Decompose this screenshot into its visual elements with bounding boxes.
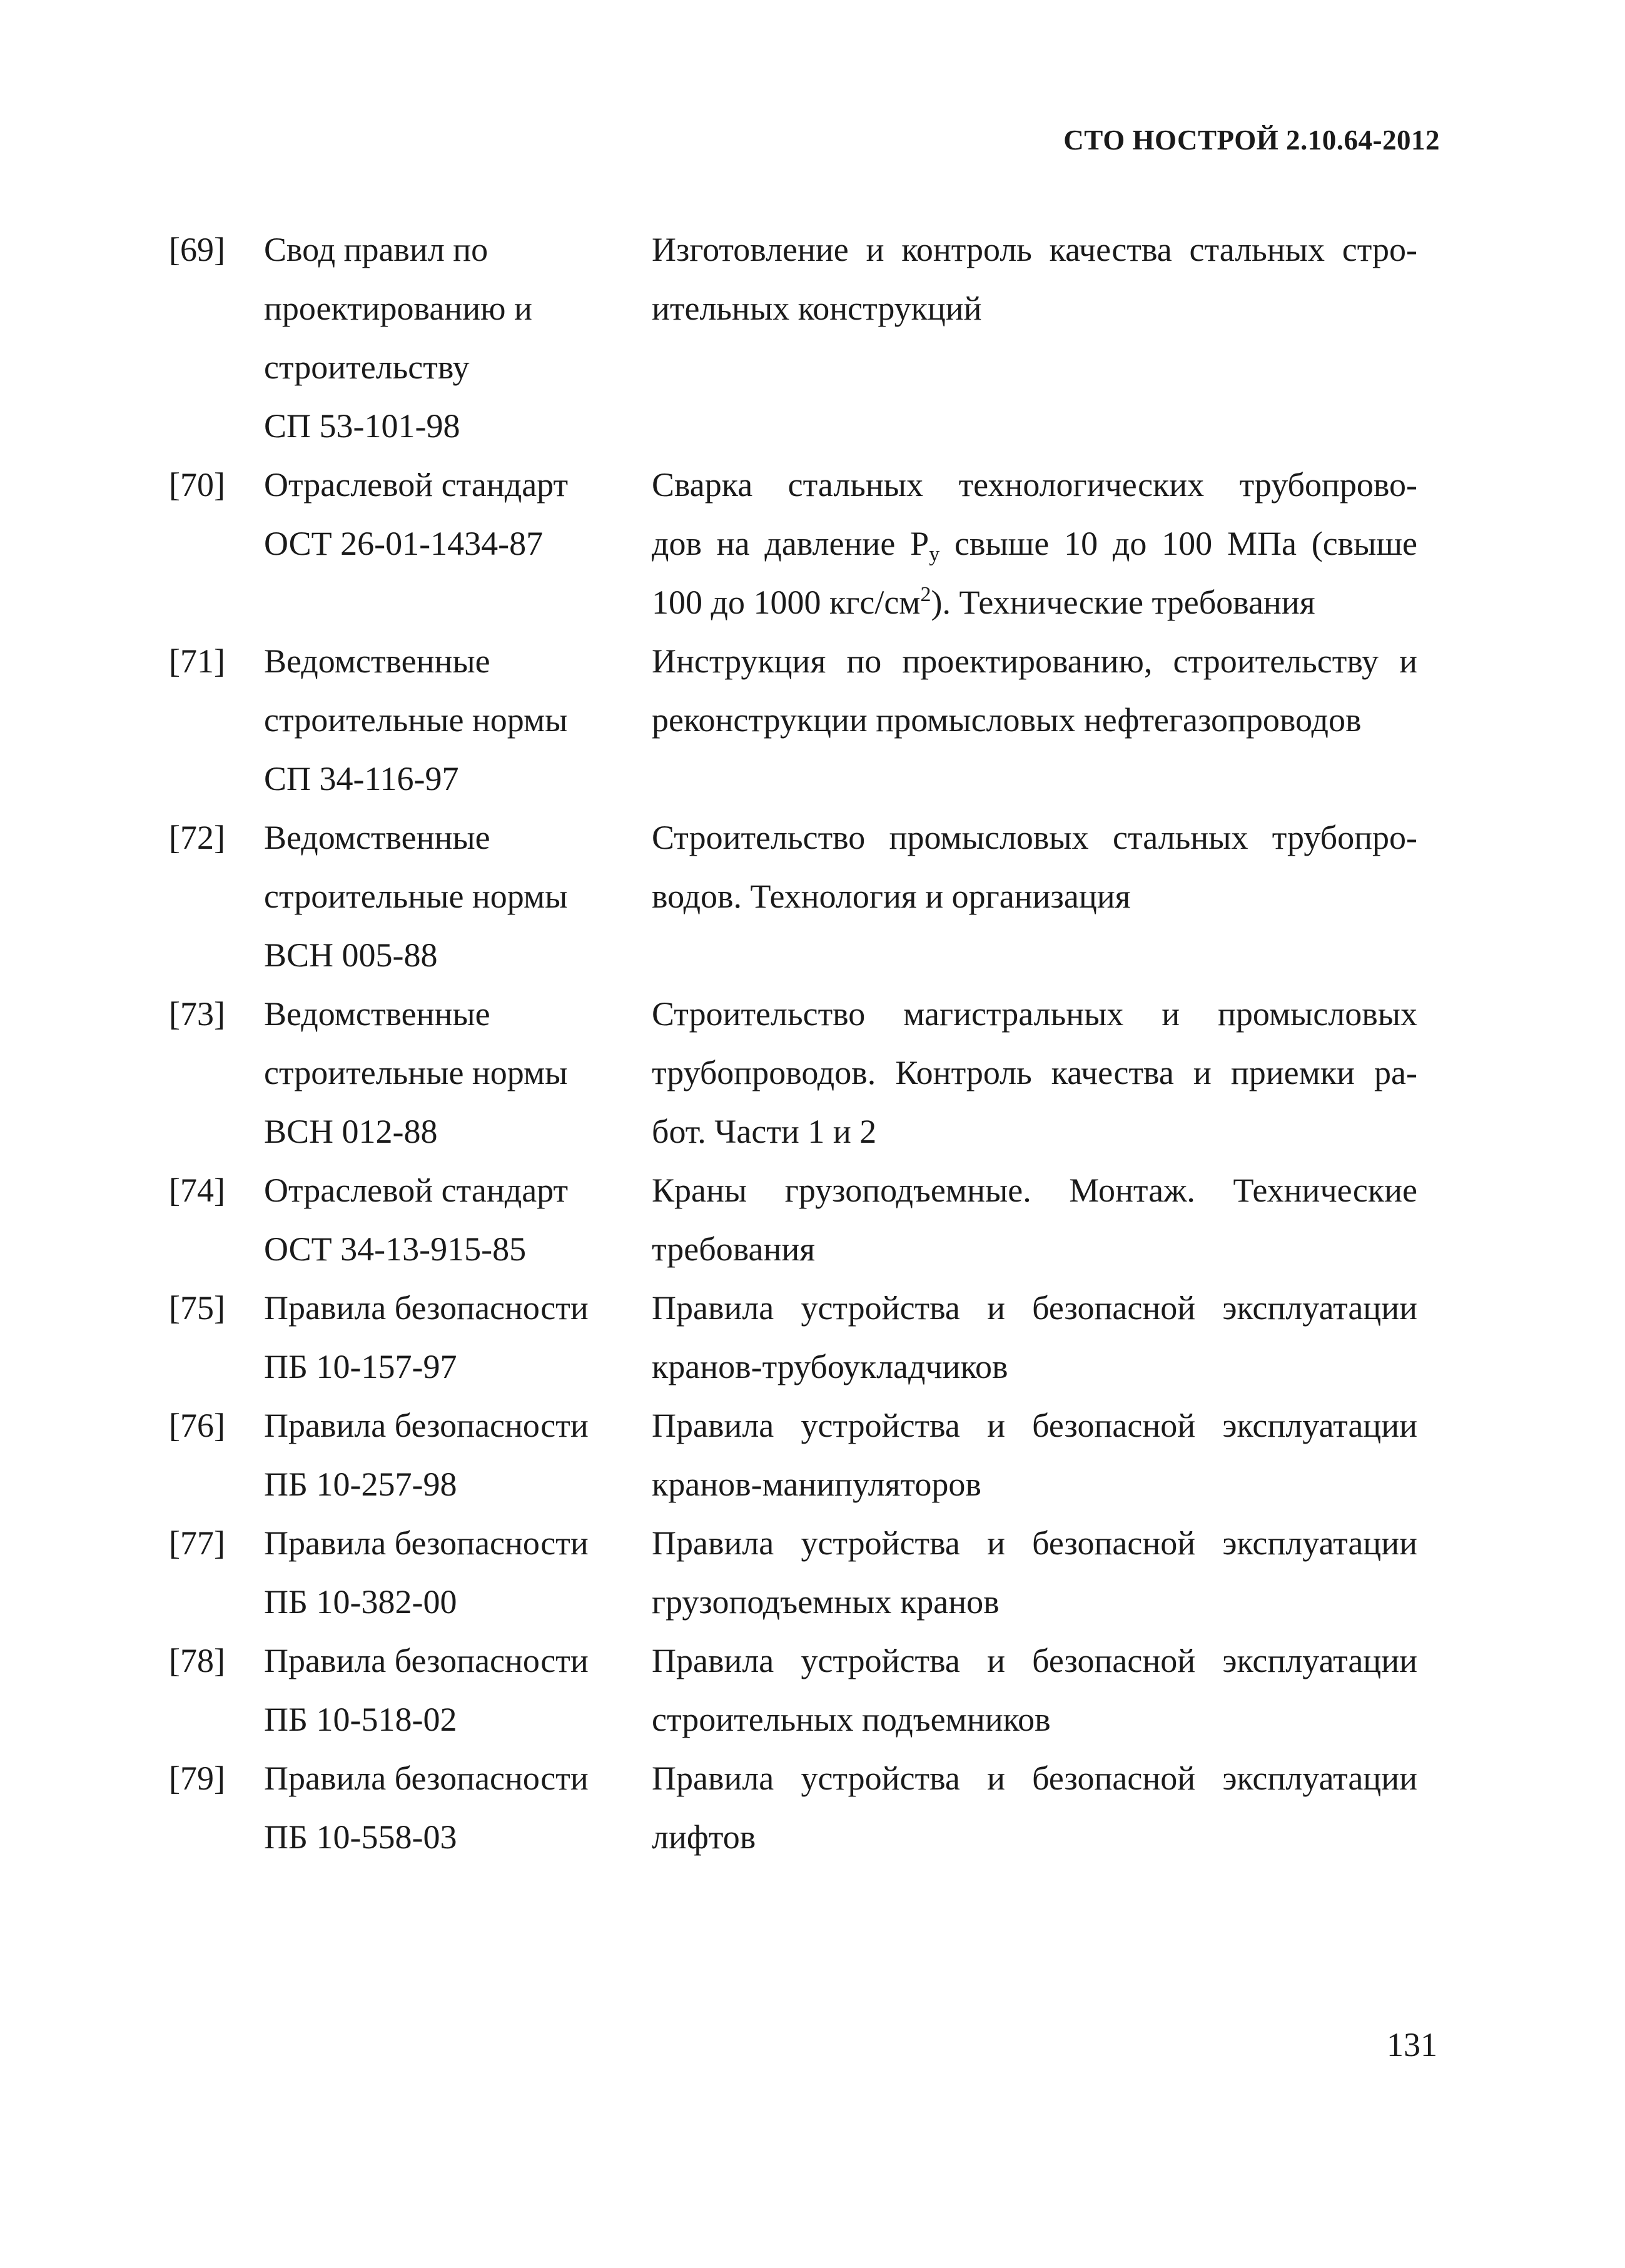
title-line: лифтов — [652, 1818, 756, 1856]
reference-title — [652, 1749, 1417, 1866]
title-line: водов. Технология и организация — [652, 878, 1131, 915]
reference-number: [73] — [169, 995, 225, 1033]
page-number: 131 — [1387, 2026, 1437, 2063]
source-line: ПБ 10-382-00 — [264, 1583, 457, 1621]
reference-source — [264, 220, 652, 455]
source-line: Ведомственные — [264, 642, 490, 680]
reference-number: [71] — [169, 642, 225, 680]
title-line: Строительство промысловых стальных трубопро- — [652, 819, 1417, 856]
title-line: строительных подъемников — [652, 1701, 1051, 1738]
source-line: ВСН 012-88 — [264, 1113, 438, 1150]
source-line: ОСТ 26-01-1434-87 — [264, 525, 544, 562]
reference-number: [78] — [169, 1642, 225, 1679]
reference-title — [652, 1396, 1417, 1514]
source-line: строительные нормы — [264, 1054, 568, 1091]
source-line: ПБ 10-157-97 — [264, 1348, 457, 1385]
reference-number: [74] — [169, 1172, 225, 1209]
reference-source — [264, 808, 652, 985]
title-line: грузоподъемных кранов — [652, 1583, 1000, 1621]
reference-item — [169, 455, 1440, 632]
title-line: Изготовление и контроль качества стальных стро- — [652, 231, 1417, 268]
source-line: СП 53-101-98 — [264, 407, 460, 445]
source-line: Отраслевой стандарт — [264, 466, 569, 504]
source-line: Правила безопасности — [264, 1759, 589, 1797]
source-line: ПБ 10-558-03 — [264, 1818, 457, 1856]
title-line: Сварка стальных технологических трубопрово- — [652, 466, 1417, 504]
title-text: свыше 10 до 100 МПа (свыше — [939, 525, 1418, 562]
reference-number: [77] — [169, 1524, 225, 1562]
pressure-subscript: у — [929, 543, 940, 566]
source-line: проектированию и — [264, 290, 532, 327]
title-line: требования — [652, 1230, 816, 1268]
source-line: ОСТ 34-13-915-85 — [264, 1230, 527, 1268]
reference-source — [264, 1396, 652, 1514]
reference-title — [652, 632, 1417, 749]
reference-title — [652, 1161, 1417, 1278]
title-line: Строительство магистральных и промысловых — [652, 995, 1417, 1033]
reference-source — [264, 1749, 652, 1866]
source-line: Свод правил по — [264, 231, 489, 268]
reference-number: [79] — [169, 1759, 225, 1797]
source-line: Ведомственные — [264, 819, 490, 856]
title-line: Правила устройства и безопасной эксплуатации — [652, 1407, 1417, 1444]
reference-source — [264, 455, 652, 573]
reference-source — [264, 1161, 652, 1278]
reference-list — [169, 220, 1440, 1866]
title-line — [652, 514, 1417, 573]
reference-number: [70] — [169, 466, 225, 504]
reference-item — [169, 632, 1440, 808]
title-text: 100 до 1000 кгс/см — [652, 584, 921, 621]
source-line: Правила безопасности — [264, 1407, 589, 1444]
reference-number: [75] — [169, 1289, 225, 1327]
source-line: СП 34-116-97 — [264, 760, 459, 797]
reference-source — [264, 1514, 652, 1631]
source-line: ПБ 10-518-02 — [264, 1701, 457, 1738]
source-line: Ведомственные — [264, 995, 490, 1033]
title-text: дов на давление P — [652, 525, 929, 562]
reference-number: [69] — [169, 231, 225, 268]
document-code-header: СТО НОСТРОЙ 2.10.64-2012 — [1063, 124, 1440, 156]
reference-number: [76] — [169, 1407, 225, 1444]
reference-title — [652, 985, 1417, 1161]
source-line: строительные нормы — [264, 878, 568, 915]
title-line: трубопроводов. Контроль качества и приемки ра- — [652, 1054, 1417, 1091]
reference-title — [652, 808, 1417, 926]
reference-number: [72] — [169, 819, 225, 856]
title-line: реконструкции промысловых нефтегазопроводов — [652, 701, 1362, 739]
reference-title — [652, 1278, 1417, 1396]
title-line: Правила устройства и безопасной эксплуатации — [652, 1524, 1417, 1562]
title-line: кранов-манипуляторов — [652, 1466, 981, 1503]
reference-title — [652, 1631, 1417, 1749]
source-line: строительные нормы — [264, 701, 568, 739]
title-line: кранов-трубоукладчиков — [652, 1348, 1008, 1385]
source-line: Отраслевой стандарт — [264, 1172, 569, 1209]
source-line: ВСН 005-88 — [264, 936, 438, 974]
reference-item — [169, 220, 1440, 455]
title-line: Краны грузоподъемные. Монтаж. Технические — [652, 1172, 1417, 1209]
title-line: Правила устройства и безопасной эксплуатации — [652, 1289, 1417, 1327]
source-line: Правила безопасности — [264, 1642, 589, 1679]
title-line: Правила устройства и безопасной эксплуатации — [652, 1759, 1417, 1797]
reference-title — [652, 1514, 1417, 1631]
reference-item — [169, 1396, 1440, 1514]
title-line: Инструкция по проектированию, строительству и — [652, 642, 1417, 680]
reference-item — [169, 1278, 1440, 1396]
source-line: строительству — [264, 348, 470, 386]
reference-title — [652, 220, 1417, 338]
reference-item — [169, 1749, 1440, 1866]
title-text: ). Технические требования — [931, 584, 1315, 621]
source-line: ПБ 10-257-98 — [264, 1466, 457, 1503]
reference-item — [169, 1161, 1440, 1278]
reference-source — [264, 632, 652, 808]
source-line: Правила безопасности — [264, 1524, 589, 1562]
title-line: бот. Части 1 и 2 — [652, 1113, 877, 1150]
reference-source — [264, 1631, 652, 1749]
title-line: ительных конструкций — [652, 290, 982, 327]
title-line — [652, 573, 1417, 632]
source-line: Правила безопасности — [264, 1289, 589, 1327]
reference-source — [264, 985, 652, 1161]
reference-item — [169, 1631, 1440, 1749]
reference-item — [169, 1514, 1440, 1631]
title-line: Правила устройства и безопасной эксплуатации — [652, 1642, 1417, 1679]
reference-item — [169, 985, 1440, 1161]
reference-title — [652, 455, 1417, 632]
unit-superscript: 2 — [920, 583, 931, 606]
reference-source — [264, 1278, 652, 1396]
reference-item — [169, 808, 1440, 985]
